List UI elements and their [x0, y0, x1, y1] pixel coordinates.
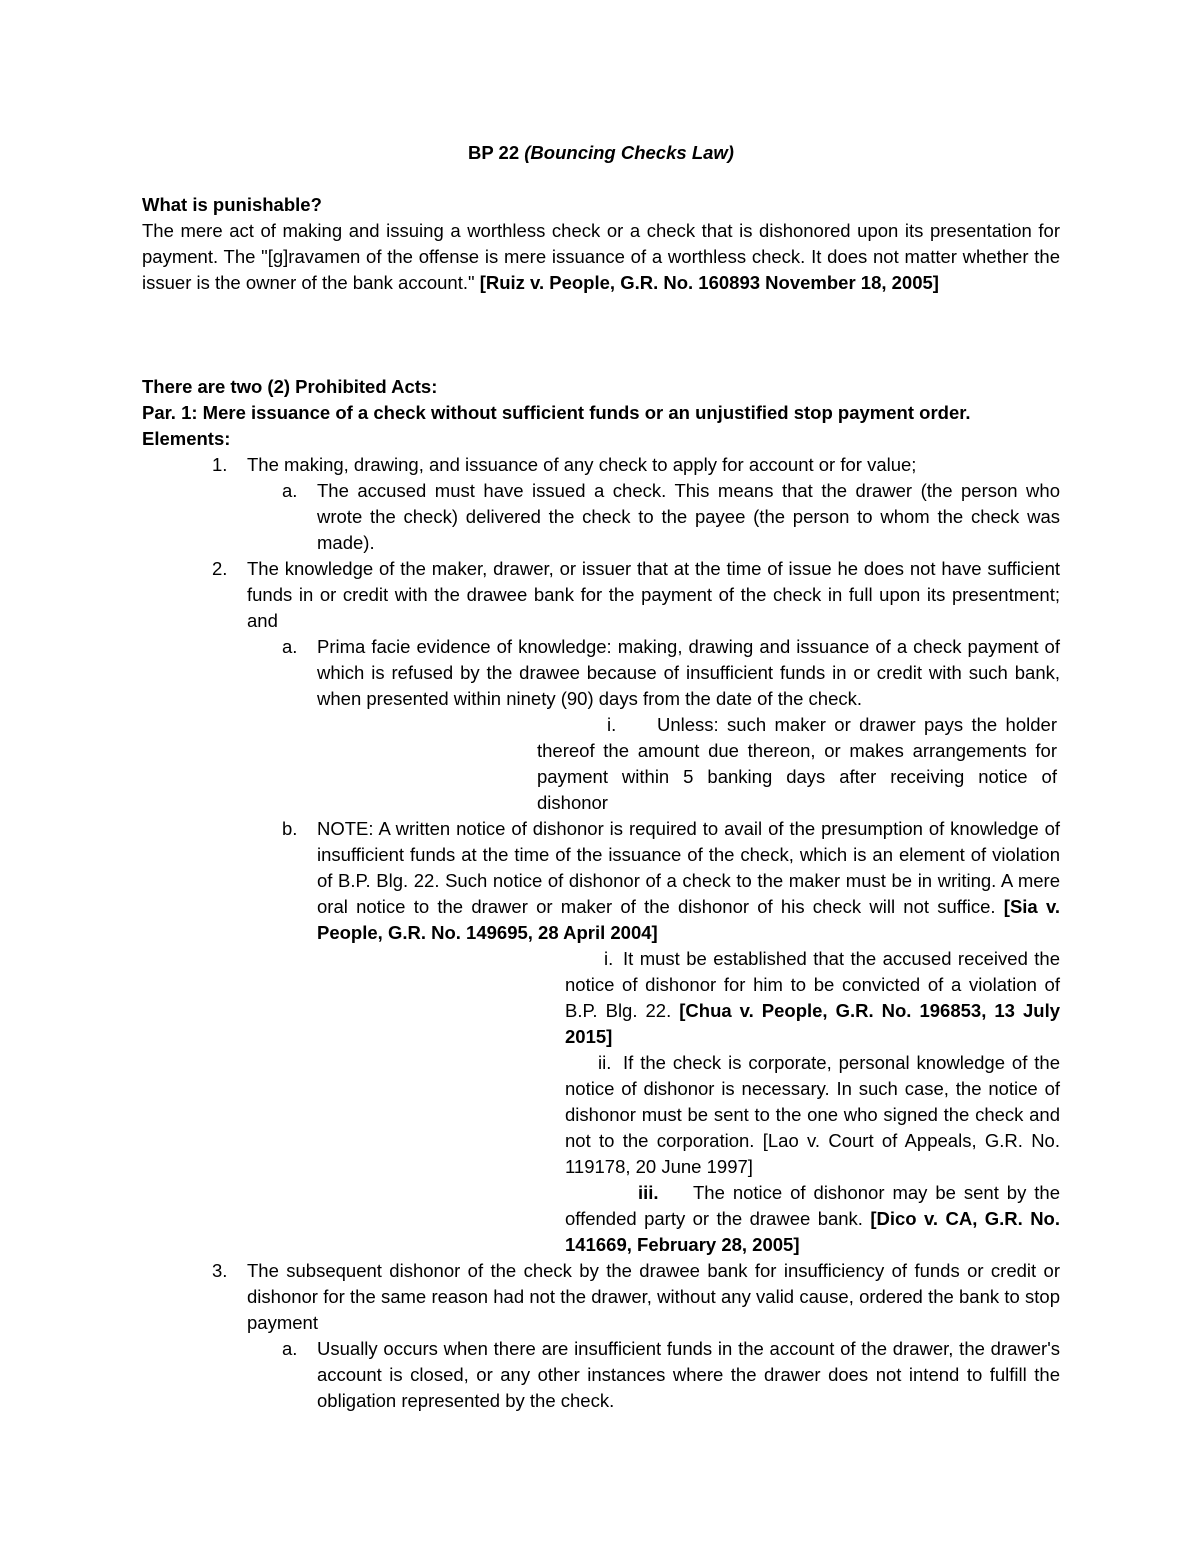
element-1-number: 1. — [212, 454, 228, 475]
element-2b-ii-numeral: ii. — [598, 1052, 612, 1073]
element-2b-ii — [142, 1050, 1060, 1180]
element-1a-letter: a. — [282, 480, 298, 501]
element-2b-letter: b. — [282, 818, 298, 839]
ruiz-citation: [Ruiz v. People, G.R. No. 160893 November 18, 2005] — [479, 272, 939, 293]
element-1-text: The making, drawing, and issuance of any check to apply for account or for value; — [247, 454, 917, 475]
par1-heading: Par. 1: Mere issuance of a check without sufficient funds or an unjustified stop payment order. — [142, 402, 971, 423]
element-2b-iii-numeral: iii. — [638, 1182, 659, 1203]
dico-citation: [Dico v. CA, G.R. No. 141669, February 28, 2005] — [565, 1208, 1060, 1255]
prohibited-acts-heading: There are two (2) Prohibited Acts: — [142, 376, 438, 397]
document-page — [142, 140, 1060, 1414]
element-2b-i-text: It must be established that the accused received the notice of dishonor for him to be convicted of a violation of B.P. Blg. 22. [Chua v. People, G.R. No. 196853, 13 July 2015] — [565, 948, 1060, 1047]
title-italic: (Bouncing Checks Law) — [524, 142, 734, 163]
element-3a-text: Usually occurs when there are insufficient funds in the account of the drawer, the drawer's account is closed, or any other instances where the drawer does not intend to fulfill the obligation represented by the check. — [317, 1338, 1060, 1411]
element-2b-i-numeral: i. — [604, 948, 614, 969]
punishable-paragraph — [142, 218, 1060, 296]
elements-heading: Elements: — [142, 428, 231, 449]
element-3 — [142, 1258, 1060, 1336]
chua-citation: [Chua v. People, G.R. No. 196853, 13 July 2015] — [565, 1000, 1060, 1047]
punishable-heading: What is punishable? — [142, 194, 322, 215]
element-2a-i-text: Unless: such maker or drawer pays the holder thereof the amount due thereon, or makes arrangements for payment within 5 banking days after receiving notice of dishonor — [537, 714, 1057, 813]
element-2b — [142, 816, 1060, 946]
element-2b-text: NOTE: A written notice of dishonor is required to avail of the presumption of knowledge of insufficient funds at the time of the issuance of the check, which is an element of violation of B.P. Blg. 22. Such notice of dishonor of a check to the maker must be in writing. A mere oral notice to the drawer or maker of the dishonor of his check will not suffice. [Sia v. People, G.R. No. 149695, 28 April 2004] — [317, 818, 1061, 943]
element-2a-i-numeral: i. — [607, 714, 617, 735]
element-1a — [142, 478, 1060, 556]
element-2b-i — [142, 946, 1060, 1050]
punishable-text: The mere act of making and issuing a worthless check or a check that is dishonored upon its presentation for payment. The "[g]ravamen of the offense is mere issuance of a worthless check. It does not matter whether the issuer is the owner of the bank account." — [142, 220, 1060, 293]
element-2a — [142, 634, 1060, 712]
element-2a-letter: a. — [282, 636, 298, 657]
element-2b-iii-text: The notice of dishonor may be sent by the offended party or the drawee bank. [Dico v. CA, G.R. No. 141669, February 28, 2005] — [565, 1182, 1060, 1255]
element-2b-iii — [142, 1180, 1060, 1258]
element-3-text: The subsequent dishonor of the check by the drawee bank for insufficiency of funds or credit or dishonor for the same reason had not the drawer, without any valid cause, ordered the bank to stop payment — [247, 1260, 1060, 1333]
element-3a — [142, 1336, 1060, 1414]
element-2-number: 2. — [212, 558, 228, 579]
element-2a-text: Prima facie evidence of knowledge: making, drawing and issuance of a check payment of which is refused by the drawee because of insufficient funds in or credit with such bank, when presented within ninety (90) days from the date of the check. — [317, 636, 1060, 709]
document-title — [142, 140, 1060, 166]
element-3a-letter: a. — [282, 1338, 298, 1359]
element-1 — [142, 452, 1060, 478]
sia-citation: [Sia v. People, G.R. No. 149695, 28 April 2004] — [317, 896, 1061, 943]
element-2a-i — [142, 712, 1060, 816]
element-2b-ii-text: If the check is corporate, personal knowledge of the notice of dishonor is necessary. In such case, the notice of dishonor must be sent to the one who signed the check and not to the corporation. [Lao v. Court of Appeals, G.R. No. 119178, 20 June 1997] — [565, 1052, 1060, 1177]
element-3-number: 3. — [212, 1260, 228, 1281]
element-1a-text: The accused must have issued a check. This means that the drawer (the person who wrote the check) delivered the check to the payee (the person to whom the check was made). — [317, 480, 1060, 553]
element-2 — [142, 556, 1060, 634]
title-main: BP 22 — [468, 142, 525, 163]
element-2-text: The knowledge of the maker, drawer, or issuer that at the time of issue he does not have sufficient funds in or credit with the drawee bank for the payment of the check in full upon its presentment; and — [247, 558, 1060, 631]
